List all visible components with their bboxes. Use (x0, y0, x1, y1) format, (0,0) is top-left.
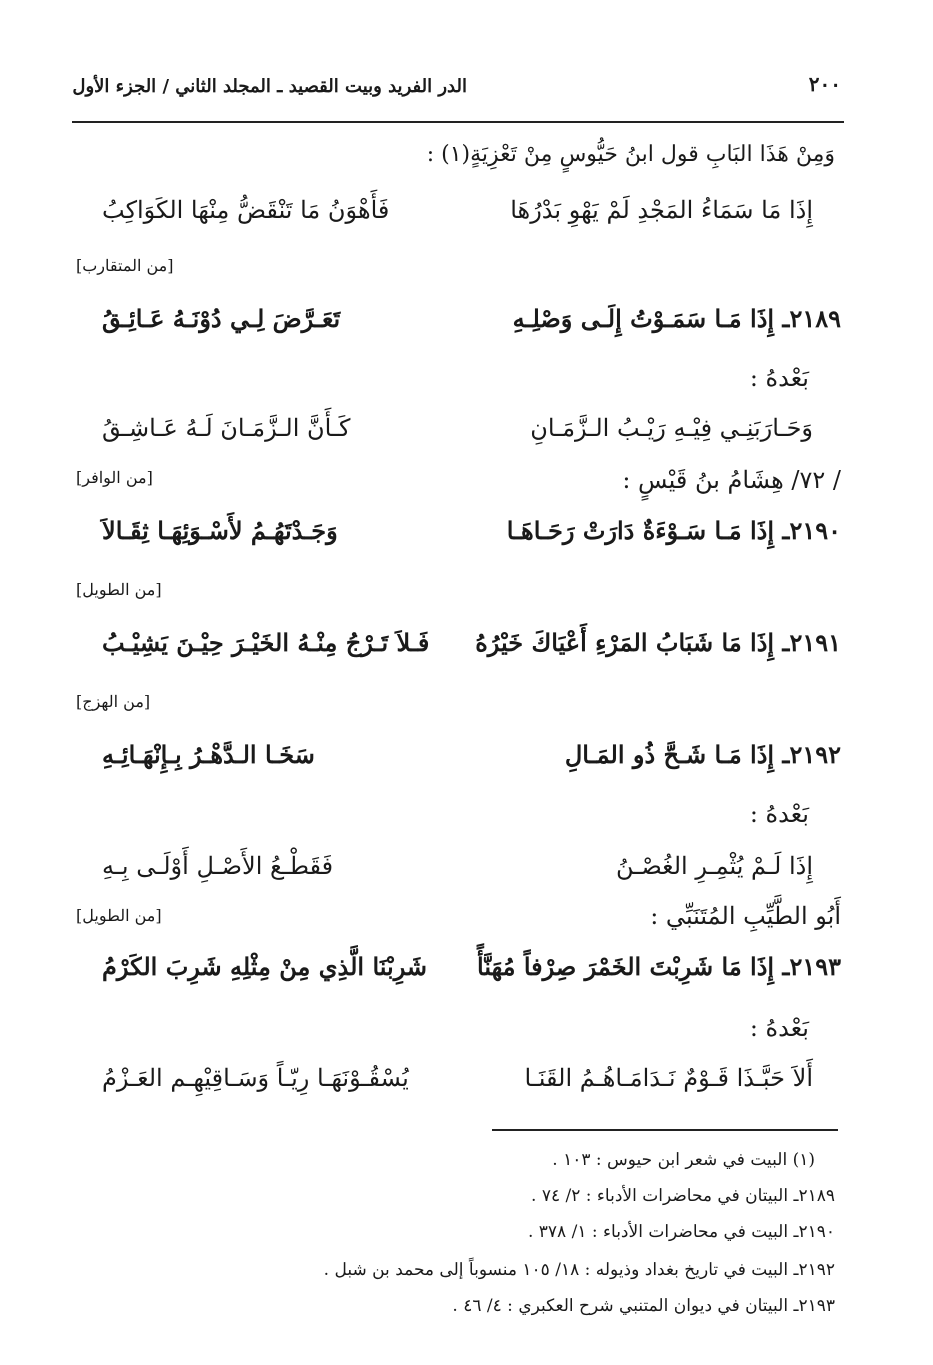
verse-2193b-first: أَلاَ حَبَّـذَا قَـوْمٌ نَـدَامَـاهُـمُ القَنَـا (524, 1064, 813, 1092)
verse-2191-second: فَـلاَ تَـرْجُ مِنْـهُ الخَيْـرَ حِيْـنَ يَشِيْـبُ (102, 628, 430, 657)
footnote: ٢١٨٩ـ البيتان في محاضرات الأدباء : ٢/ ٧٤ . (531, 1186, 835, 1206)
verse-2189-first: ٢١٨٩ـ إِذَا مَـا سَمَـوْتُ إِلَـى وَصْلِـهِ (512, 304, 841, 333)
verse-2192b-second: فَقَطْـعُ الأَصْـلِ أَوْلَـى بِـهِ (102, 852, 334, 880)
verse-2192b-first: إِذَا لَـمْ يُثْمِـرِ الغُصْـنُ (616, 852, 813, 880)
verse-2189b-second: كَـأَنَّ الـزَّمَـانَ لَـهُ عَـاشِـقُ (102, 414, 351, 442)
meter-label: [من الهزج] (76, 692, 151, 711)
after-label: بَعْدهُ : (749, 364, 809, 392)
verse-2192-first: ٢١٩٢ـ إِذَا مَـا شَـحَّ ذُو المَـالِ (564, 740, 841, 769)
verse-2190-second: وَجَـدْتَهُـمُ لأَسْـوَئِهَـا ثِقَـالاَ (102, 516, 338, 545)
verse-2192-second: سَخَـا الـدَّهْـرُ بِـإِنْهَـائِـهِ (102, 740, 315, 769)
poet-name: أَبُو الطَّيِّبِ المُتَنَبِّي : (650, 902, 841, 930)
verse-2193b-second: يُسْقُـوْنَهَـا رِيّـاً وَسَـاقِيْهِـم العَـزْمُ (102, 1064, 409, 1092)
meter-label: [من الطويل] (76, 906, 162, 925)
after-label: بَعْدهُ : (749, 1014, 809, 1042)
intro-verse-first: إِذَا مَا سَمَاءُ المَجْدِ لَمْ يَهْوِ بَدْرُهَا (510, 196, 813, 224)
verse-2193-first: ٢١٩٣ـ إِذَا مَا شَرِبْتَ الخَمْرَ صِرْفاً مُهَنَّأً (477, 952, 841, 981)
running-header: الدر الفريد وبيت القصيد ـ المجلد الثاني / الجزء الأول (72, 76, 467, 97)
footnote-rule (492, 1129, 838, 1131)
page-number: ٢٠٠ (808, 72, 841, 96)
meter-label: [من الطويل] (76, 580, 162, 599)
verse-2189-second: تَعَـرَّضَ لِـي دُوْنَـهُ عَـائِـقُ (102, 304, 341, 333)
footnote: ٢١٩٢ـ البيت في تاريخ بغداد وذيوله : ١٨/ ١٠٥ منسوباً إلى محمد بن شبل . (323, 1260, 835, 1280)
footnote: ٢١٩٠ـ البيت في محاضرات الأدباء : ١/ ٣٧٨ . (527, 1222, 835, 1242)
verse-2189b-first: وَحَـارَبَنِـي فِيْـهِ رَيْـبُ الـزَّمَـانِ (530, 414, 813, 442)
poet-name: / ٧٢/ هِشَامُ بنُ قَيْسٍ : (622, 466, 841, 494)
meter-label: [من الوافر] (76, 468, 153, 487)
header-rule (72, 121, 844, 123)
footnote: (١) البيت في شعر ابن حيوس : ١٠٣ . (552, 1150, 815, 1170)
verse-2193-second: شَرِبْنَا الَّذِي مِنْ مِثْلِهِ شَرِبَ الكَرْمُ (102, 952, 428, 981)
verse-2191-first: ٢١٩١ـ إِذَا مَا شَبَابُ المَرْءِ أَعْيَاكَ خَيْرُهُ (475, 628, 841, 657)
intro-line: وَمِنْ هَذَا البَابِ قول ابنُ حَيُّوسٍ مِنْ تَعْزِيَةٍ(١) : (426, 142, 835, 167)
footnote: ٢١٩٣ـ البيتان في ديوان المتنبي شرح العكبري : ٤/ ٤٦ . (452, 1296, 835, 1316)
verse-2190-first: ٢١٩٠ـ إِذَا مَـا سَـوْءَةٌ دَارَتْ رَحَـاهَـا (506, 516, 841, 545)
after-label: بَعْدهُ : (749, 800, 809, 828)
meter-label: [من المتقارب] (76, 256, 174, 275)
intro-verse-second: فَأَهْوَنُ مَا تَنْقَضُّ مِنْهَا الكَوَاكِبُ (102, 196, 390, 224)
